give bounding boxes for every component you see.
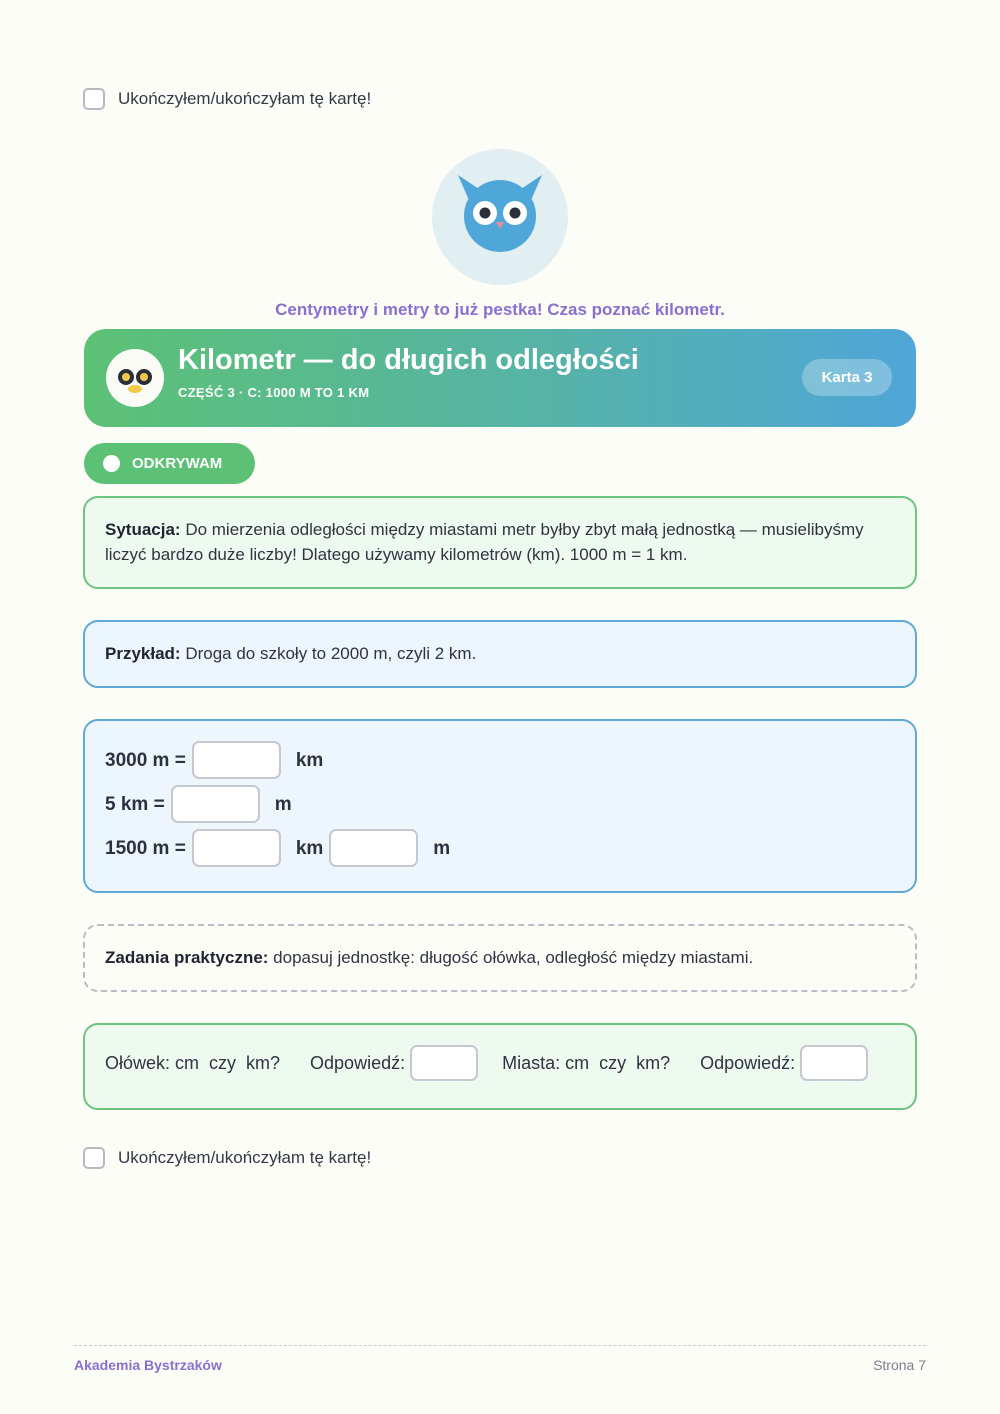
- practice-box: [83, 924, 917, 992]
- completion-label: Ukończyłem/ukończyłam tę kartę!: [118, 89, 372, 108]
- answer-label: Odpowiedź:: [310, 1052, 406, 1073]
- situation-box: [83, 496, 917, 589]
- completion-label: Ukończyłem/ukończyłam tę kartę!: [118, 1148, 372, 1167]
- question-pencil: Ołówek: cm czy km?: [105, 1052, 281, 1073]
- example-box: [83, 620, 917, 688]
- owl-mascot-icon: [432, 149, 568, 285]
- practice-answers-box: [83, 1023, 917, 1110]
- answer-input-pencil[interactable]: [410, 1045, 478, 1081]
- exercises-box: [83, 719, 917, 893]
- footer-page-number: Strona 7: [873, 1357, 926, 1373]
- completion-checkbox[interactable]: [83, 1147, 105, 1169]
- example-text: Droga do szkoły to 2000 m, czyli 2 km.: [180, 644, 477, 663]
- answer-input-cities[interactable]: [800, 1045, 868, 1081]
- exercise-row: [105, 829, 450, 867]
- answer-input[interactable]: [329, 829, 418, 867]
- dot-icon: [103, 455, 120, 472]
- exercise-prefix: 5 km =: [105, 793, 165, 815]
- card-banner: [84, 329, 916, 427]
- answer-input[interactable]: [171, 785, 260, 823]
- exercise-unit: m: [433, 837, 451, 859]
- exercise-unit: m: [274, 793, 292, 815]
- completion-checkbox[interactable]: [83, 88, 105, 110]
- practice-label: Zadania praktyczne:: [105, 948, 269, 967]
- answer-label: Odpowiedź:: [700, 1052, 796, 1073]
- example-label: Przykład:: [105, 644, 181, 663]
- exercise-row: [105, 785, 292, 823]
- answer-input[interactable]: [192, 829, 281, 867]
- situation-text: Do mierzenia odległości między miastami metr byłby zbyt małą jednostką — musielibyśmy liczyć bardzo duże liczby! Dlatego używamy kilometrów (km). 1000 m = 1 km.: [105, 520, 864, 564]
- question-cities: Miasta: cm czy km?: [502, 1052, 671, 1073]
- practice-answers-row: [105, 1045, 868, 1081]
- card-badge: Karta 3: [802, 359, 892, 396]
- exercise-prefix: 3000 m =: [105, 749, 186, 771]
- tagline: Centymetry i metry to już pestka! Czas poznać kilometr.: [275, 300, 725, 319]
- exercise-row: [105, 741, 323, 779]
- banner-title: Kilometr — do długich odległości: [178, 344, 639, 376]
- practice-text: dopasuj jednostkę: długość ołówka, odległość między miastami.: [268, 948, 754, 967]
- footer-divider: [74, 1345, 926, 1346]
- completion-check-bottom[interactable]: [83, 1147, 371, 1169]
- exercise-unit: km: [295, 749, 324, 771]
- situation-label: Sytuacja:: [105, 520, 181, 539]
- exercise-unit: km: [295, 837, 324, 859]
- completion-check-top[interactable]: [83, 88, 371, 110]
- banner-subtitle: CZĘŚĆ 3 · C: 1000 M TO 1 KM: [178, 385, 370, 400]
- footer-brand: Akademia Bystrzaków: [74, 1357, 222, 1373]
- section-label-pill: [84, 443, 255, 484]
- owl-avatar-icon: [106, 349, 164, 407]
- answer-input[interactable]: [192, 741, 281, 779]
- section-label: ODKRYWAM: [132, 455, 223, 472]
- exercise-prefix: 1500 m =: [105, 837, 186, 859]
